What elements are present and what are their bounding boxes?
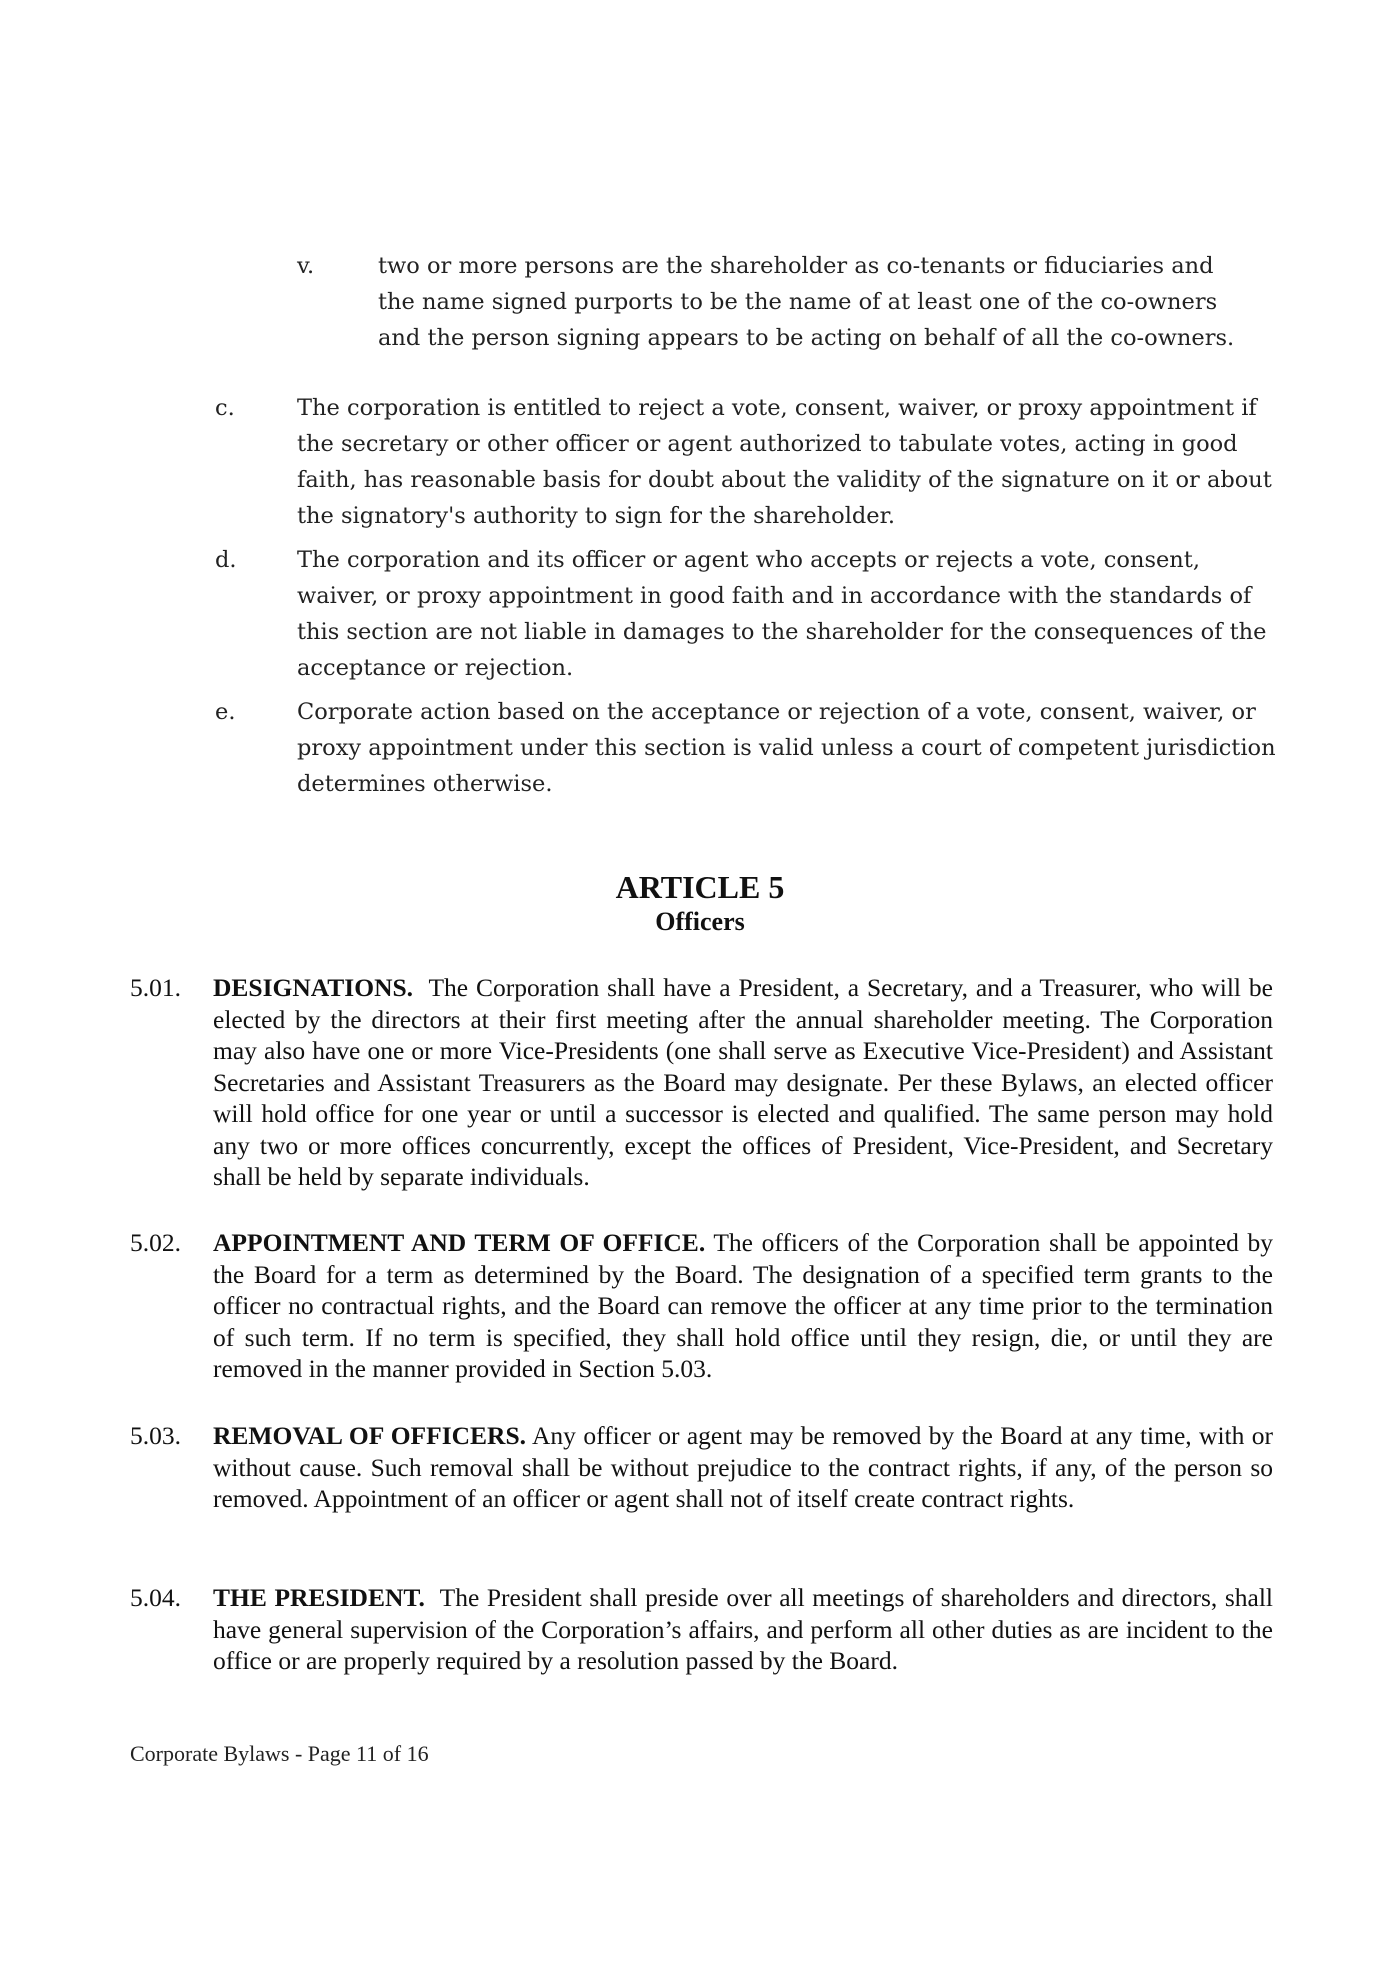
list-item-text: two or more persons are the shareholder as co-tenants or fiduciaries and the name signed purports to be the name of at least one of the co-owners and the person signing appears to be acting on behalf of all the co-owners. <box>378 253 1235 351</box>
list-item-marker: c. <box>215 395 235 421</box>
list-item-marker: d. <box>215 547 237 573</box>
section-number: 5.03. <box>130 1421 181 1450</box>
list-item-text: The corporation and its officer or agent who accepts or rejects a vote, consent, waiver, or proxy appointment in good faith and in accordance with the standards of this section are not liable in damages to the shareholder for the consequences of the acceptance or rejection. <box>297 547 1267 681</box>
section-body <box>213 1420 1273 1515</box>
section-text: The President shall preside over all meetings of shareholders and directors, shall have general supervision of the Corporation’s affairs, and perform all other duties as are incident to the office or are properly required by a resolution passed by the Board. <box>213 1583 1274 1675</box>
section-number: 5.01. <box>130 973 181 1002</box>
section-heading: DESIGNATIONS. <box>213 973 414 1002</box>
list-item-marker: v. <box>297 253 315 279</box>
section-heading: APPOINTMENT AND TERM OF OFFICE. <box>213 1228 706 1257</box>
section-heading: REMOVAL OF OFFICERS. <box>213 1421 527 1450</box>
section-text: The Corporation shall have a President, a Secretary, and a Treasurer, who will be elected by the directors at their first meeting after the annual shareholder meeting. The Corporation may also have one or more Vice-Presidents (one shall serve as Executive Vice-President) and Assistant Secretaries and Assistant Treasurers as the Board may designate. Per these Bylaws, an elected officer will hold office for one year or until a successor is elected and qualified. The same person may hold any two or more offices concurrently, except the offices of President, Vice-President, and Secretary shall be held by separate individuals. <box>213 973 1273 1191</box>
section-body <box>213 972 1273 1193</box>
page-footer: Corporate Bylaws - Page 11 of 16 <box>130 1741 429 1766</box>
article-subtitle: Officers <box>655 907 745 936</box>
article-title: ARTICLE 5 <box>615 869 785 905</box>
section-text: The officers of the Corporation shall be appointed by the Board for a term as determined by the Board. The designation of a specified term grants to the officer no contractual rights, and the Board can remove the officer at any time prior to the termination of such term. If no term is specified, they shall hold office until they resign, die, or until they are removed in the manner provided in Section 5.03. <box>213 1228 1274 1383</box>
section-number: 5.02. <box>130 1228 181 1257</box>
list-item-text: The corporation is entitled to reject a vote, consent, waiver, or proxy appointment if the secretary or other officer or agent authorized to tabulate votes, acting in good faith, has reasonable basis for doubt about the validity of the signature on it or about the signatory's authority to sign for the shareholder. <box>297 395 1272 529</box>
section-number: 5.04. <box>130 1583 181 1612</box>
list-item-text: Corporate action based on the acceptance or rejection of a vote, consent, waiver, or proxy appointment under this section is valid unless a court of competent jurisdiction determines otherwise. <box>297 699 1276 797</box>
list-item-marker: e. <box>215 699 236 725</box>
section-heading: THE PRESIDENT. <box>213 1583 425 1612</box>
section-body <box>213 1227 1273 1385</box>
section-body <box>213 1582 1273 1677</box>
section-text: Any officer or agent may be removed by the Board at any time, with or without cause. Such removal shall be without prejudice to the contract rights, if any, of the person so removed. Appointment of an officer or agent shall not of itself create contract rights. <box>213 1421 1273 1513</box>
